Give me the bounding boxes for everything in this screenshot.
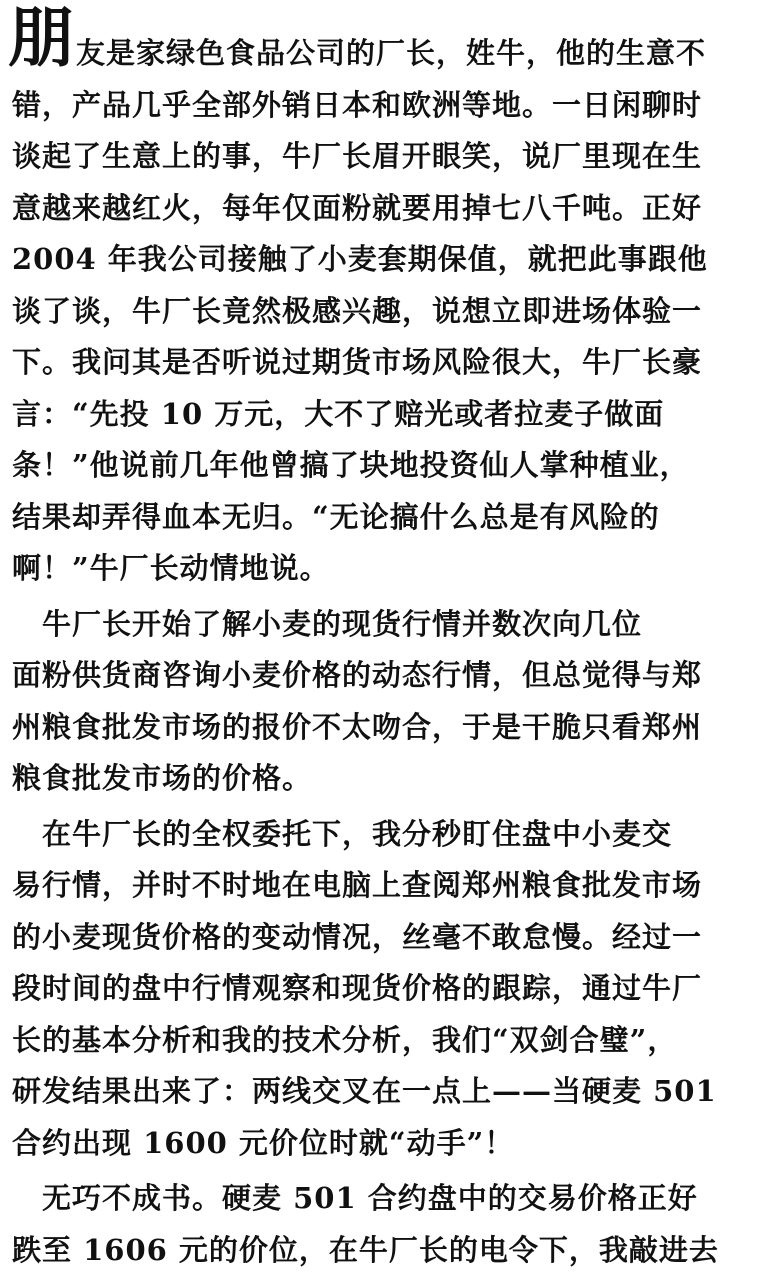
text-line: 长的基本分析和我的技术分析，我们“双剑合璧”， <box>12 1022 678 1057</box>
text-line: 条！”他说前几年他曾搞了块地投资仙人掌种植业， <box>12 448 690 482</box>
text-line: 2004 年我公司接触了小麦套期保值，就把此事跟他 <box>12 242 708 276</box>
text-line: 错，产品几乎全部外销日本和欧洲等地。一日闲聊时 <box>12 87 703 122</box>
text-line: 结果却弄得血本无归。“无论搞什么总是有风险的 <box>12 499 660 534</box>
text-line: 下。我问其是否听说过期货市场风险很大，牛厂长豪 <box>12 345 703 379</box>
text-line: 谈了谈，牛厂长竟然极感兴趣，说想立即进场体验一 <box>12 293 703 328</box>
text-line: 易行情，并时不时地在电脑上查阅郑州粮食批发市场 <box>12 868 703 902</box>
text-line: 粮食批发市场的价格。 <box>12 761 313 795</box>
text-line: 跌至 1606 元的价位，在牛厂长的电令下，我敲进去 <box>12 1232 719 1267</box>
text-line: 无巧不成书。硬麦 501 合约盘中的交易价格正好 <box>12 1181 698 1215</box>
text-line: 牛厂长开始了解小麦的现货行情并数次向几位 <box>12 606 643 641</box>
text-line: 言：“先投 10 万元，大不了赔光或者拉麦子做面 <box>12 396 665 431</box>
text-line: 意越来越红火，每年仅面粉就要用掉七八千吨。正好 <box>12 190 703 225</box>
text-line: 友是家绿色食品公司的厂长，姓牛，他的生意不 <box>76 36 707 70</box>
text-line: 啊！”牛厂长动情地说。 <box>12 551 330 585</box>
text-line: 在牛厂长的全权委托下，我分秒盯住盘中小麦交 <box>12 816 673 851</box>
text-line: 的小麦现货价格的变动情况，丝毫不敢怠慢。经过一 <box>12 919 703 954</box>
text-line: 合约出现 1600 元价位时就“动手”！ <box>12 1125 515 1160</box>
text-line: 州粮食批发市场的报价不太吻合，于是干脆只看郑州 <box>12 709 703 744</box>
text-line: 研发结果出来了：两线交叉在一点上——当硬麦 501 <box>12 1074 717 1108</box>
text-line: 段时间的盘中行情观察和现货价格的跟踪，通过牛厂 <box>12 971 703 1005</box>
drop-cap: 朋 <box>8 0 74 76</box>
text-line: 谈起了生意上的事，牛厂长眉开眼笑，说厂里现在生 <box>12 139 703 173</box>
text-line: 面粉供货商咨询小麦价格的动态行情，但总觉得与郑 <box>12 658 703 692</box>
